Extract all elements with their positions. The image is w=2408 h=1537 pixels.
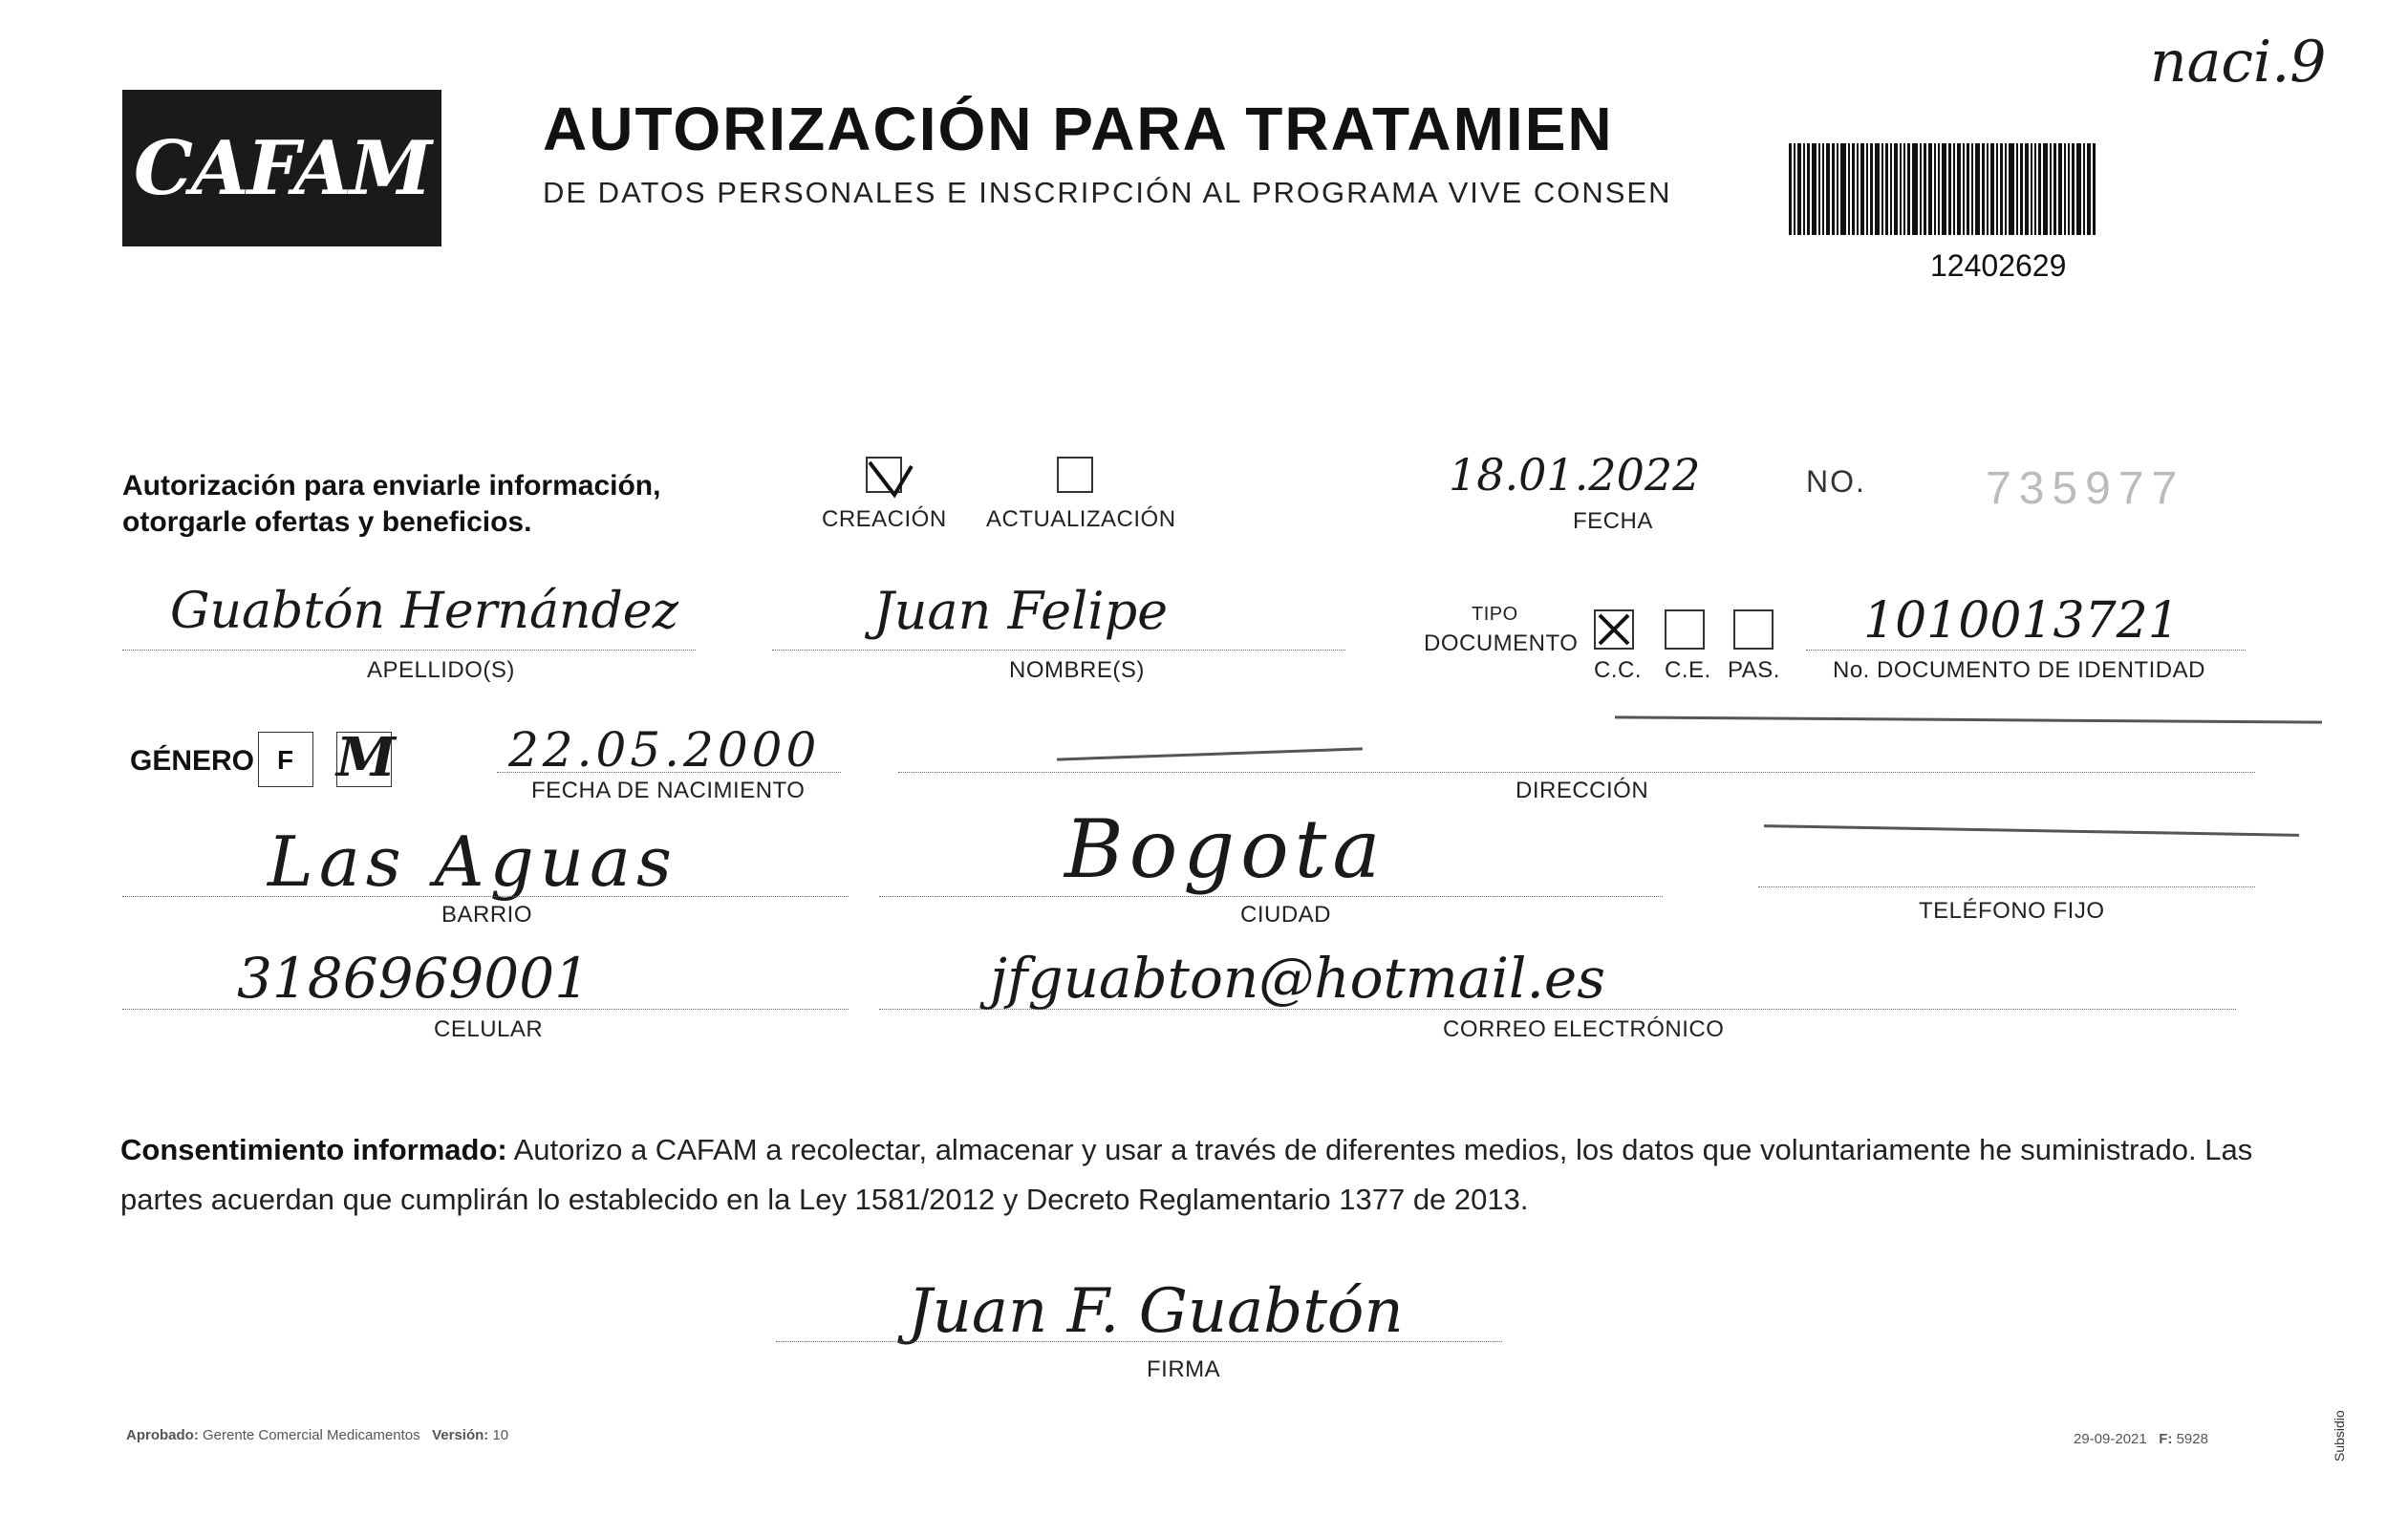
- barcode-bar: [1990, 143, 1994, 235]
- ciudad-value: Bogota: [1064, 802, 1387, 896]
- barcode-bar: [2068, 143, 2070, 235]
- barcode-bar: [2005, 143, 2007, 235]
- genero-m-mark: M: [336, 726, 396, 789]
- apellidos-value: Guabtón Hernández: [170, 583, 678, 640]
- barcode-bar: [1975, 143, 1980, 235]
- celular-line: [122, 1009, 849, 1010]
- barcode-bar: [1912, 143, 1918, 235]
- barcode-bar: [1924, 143, 1926, 235]
- barrio-value: Las Aguas: [268, 822, 677, 902]
- nacimiento-label: FECHA DE NACIMIENTO: [531, 778, 806, 803]
- barcode-bar: [1848, 143, 1850, 235]
- signature-line: [776, 1341, 1502, 1342]
- documento-type-label: DOCUMENTO: [1424, 630, 1579, 656]
- aprobado-label: Aprobado:: [126, 1427, 199, 1443]
- barcode-bar: [2093, 143, 2096, 235]
- barcode-bar: [2072, 143, 2075, 235]
- authorization-line-2: otorgarle ofertas y beneficios.: [122, 506, 532, 538]
- documento-label: No. DOCUMENTO DE IDENTIDAD: [1833, 657, 2205, 683]
- nacimiento-line: [497, 772, 841, 773]
- barcode-bar: [1885, 143, 1888, 235]
- documento-line: [1806, 650, 2246, 651]
- barrio-line: [122, 896, 849, 897]
- barcode-bar: [1807, 143, 1810, 235]
- version-label: Versión:: [432, 1427, 489, 1443]
- check-mark-icon: [864, 453, 921, 510]
- scribble-line: [1615, 715, 2322, 723]
- ciudad-line: [879, 896, 1663, 897]
- celular-value: 3186969001: [237, 946, 591, 1011]
- barcode-bar: [2000, 143, 2003, 235]
- barcode-bar: [1996, 143, 1998, 235]
- form-subtitle: DE DATOS PERSONALES E INSCRIPCIÓN AL PROGRAMA VIVE CONSEN: [543, 176, 1672, 209]
- barcode-bar: [2050, 143, 2052, 235]
- form-number-label: F:: [2159, 1431, 2173, 1447]
- correo-line: [879, 1009, 2236, 1010]
- creacion-checkbox[interactable]: [866, 457, 902, 493]
- barcode-bar: [1894, 143, 1898, 235]
- genero-f-label: F: [277, 745, 294, 775]
- authorization-text: [122, 468, 660, 541]
- barcode-bar: [1797, 143, 1801, 235]
- side-subsidio-text: Subsidio: [2332, 1410, 2347, 1462]
- version-value: 10: [492, 1427, 509, 1443]
- aprobado-value: Gerente Comercial Medicamentos: [203, 1427, 420, 1443]
- corner-handwritten-note: naci.9: [2150, 29, 2327, 96]
- form-number-value: 5928: [2176, 1431, 2208, 1447]
- pas-checkbox[interactable]: [1733, 609, 1774, 650]
- ce-checkbox[interactable]: [1665, 609, 1705, 650]
- barcode-bar: [2016, 143, 2018, 235]
- barcode-bar: [2064, 143, 2066, 235]
- barcode-bar: [1881, 143, 1883, 235]
- barcode-bar: [1971, 143, 1973, 235]
- ce-label: C.E.: [1665, 657, 1711, 683]
- barcode-bar: [1837, 143, 1838, 235]
- barcode-bar: [1907, 143, 1910, 235]
- footer-approval: [126, 1427, 508, 1443]
- barcode-bar: [1826, 143, 1830, 235]
- authorization-line-1: Autorización para enviarle información,: [122, 470, 661, 502]
- barcode-bar: [2038, 143, 2041, 235]
- barcode-bar: [1794, 143, 1795, 235]
- tipo-label: TIPO: [1472, 604, 1518, 625]
- barcode-bar: [1900, 143, 1902, 235]
- consent-heading: Consentimiento informado:: [120, 1133, 507, 1166]
- barcode-number: 12402629: [1930, 248, 2067, 283]
- logo-text: CAFAM: [133, 124, 431, 212]
- barcode-bar: [2034, 143, 2036, 235]
- barcode-bar: [1812, 143, 1817, 235]
- nombres-value: Juan Felipe: [873, 581, 1169, 641]
- cafam-logo: [122, 90, 441, 246]
- barcode-bar: [1852, 143, 1855, 235]
- footer-date-form: [2074, 1431, 2208, 1447]
- signature-label: FIRMA: [1147, 1356, 1221, 1382]
- barcode-bar: [1928, 143, 1932, 235]
- direccion-label: DIRECCIÓN: [1516, 778, 1649, 803]
- no-value: 735977: [1986, 463, 2185, 514]
- genero-label: GÉNERO: [130, 745, 255, 777]
- consent-paragraph: [120, 1125, 2270, 1225]
- actualizacion-checkbox[interactable]: [1057, 457, 1093, 493]
- barrio-label: BARRIO: [441, 902, 533, 928]
- barcode-bar: [2053, 143, 2056, 235]
- barcode-bar: [1870, 143, 1873, 235]
- documento-value: 1010013721: [1863, 592, 2180, 650]
- telefono-scribble: [1764, 824, 2299, 837]
- barcode-bar: [1818, 143, 1820, 235]
- cc-label: C.C.: [1594, 657, 1642, 683]
- correo-label: CORREO ELECTRÓNICO: [1443, 1016, 1725, 1042]
- fecha-label: FECHA: [1573, 508, 1653, 534]
- barcode-bar: [1967, 143, 1969, 235]
- barcode-bar: [2043, 143, 2048, 235]
- barcode-bar: [1890, 143, 1892, 235]
- fecha-value: 18.01.2022: [1449, 449, 1701, 501]
- barcode-bar: [1957, 143, 1961, 235]
- barcode-bar: [1860, 143, 1864, 235]
- form-title: AUTORIZACIÓN PARA TRATAMIEN: [543, 95, 1614, 163]
- barcode-bar: [2087, 143, 2091, 235]
- barcode-bar: [1942, 143, 1946, 235]
- signature-value: Juan F. Guabtón: [908, 1276, 1404, 1347]
- barcode-bar: [1948, 143, 1951, 235]
- barcode-bar: [1963, 143, 1965, 235]
- celular-label: CELULAR: [434, 1016, 544, 1042]
- ciudad-label: CIUDAD: [1240, 902, 1332, 928]
- barcode-bar: [1953, 143, 1955, 235]
- barcode-bar: [1934, 143, 1936, 235]
- telefono-line: [1758, 886, 2255, 887]
- barcode: [1789, 143, 2175, 235]
- barcode-bar: [1920, 143, 1922, 235]
- barcode-bar: [1866, 143, 1868, 235]
- barcode-bar: [1840, 143, 1846, 235]
- barcode-bar: [1822, 143, 1824, 235]
- pas-label: PAS.: [1728, 657, 1780, 683]
- apellidos-label: APELLIDO(S): [367, 657, 515, 683]
- creacion-label: CREACIÓN: [822, 506, 947, 532]
- direccion-line: [898, 772, 2255, 773]
- nombres-label: NOMBRE(S): [1009, 657, 1145, 683]
- barcode-bar: [1903, 143, 1905, 235]
- cross-mark-icon: [1596, 611, 1632, 648]
- barcode-bar: [2031, 143, 2032, 235]
- actualizacion-label: ACTUALIZACIÓN: [986, 506, 1176, 532]
- no-label: NO.: [1806, 464, 1866, 499]
- nacimiento-value: 22.05.2000: [508, 722, 821, 778]
- barcode-bar: [2025, 143, 2029, 235]
- barcode-bar: [1789, 143, 1792, 235]
- direccion-scribble: [1057, 747, 1363, 760]
- apellidos-line: [122, 650, 696, 651]
- barcode-bar: [2020, 143, 2023, 235]
- barcode-bar: [1987, 143, 1989, 235]
- cc-checkbox[interactable]: [1594, 609, 1634, 650]
- footer-date: 29-09-2021: [2074, 1431, 2147, 1447]
- barcode-bar: [2083, 143, 2085, 235]
- side-vertical-text: [2332, 1242, 2349, 1462]
- barcode-bar: [1982, 143, 1985, 235]
- barcode-bar: [1857, 143, 1859, 235]
- barcode-bar: [2076, 143, 2081, 235]
- barcode-bar: [1832, 143, 1835, 235]
- consent-body: Autorizo a CAFAM a recolectar, almacenar y usar a través de diferentes medios, los datos que voluntariamente he suministrado. Las partes acuerdan que cumplirán lo establecido en la Ley 1581/2012 y Decreto Reglamentario 1377 de 2013.: [120, 1133, 2253, 1216]
- telefono-label: TELÉFONO FIJO: [1919, 898, 2105, 924]
- barcode-bar: [2058, 143, 2062, 235]
- correo-value: jfguabton@hotmail.es: [990, 946, 1606, 1011]
- barcode-bar: [1938, 143, 1940, 235]
- barcode-bar: [1803, 143, 1805, 235]
- nombres-line: [772, 650, 1345, 651]
- barcode-bar: [1875, 143, 1880, 235]
- barcode-bar: [2009, 143, 2014, 235]
